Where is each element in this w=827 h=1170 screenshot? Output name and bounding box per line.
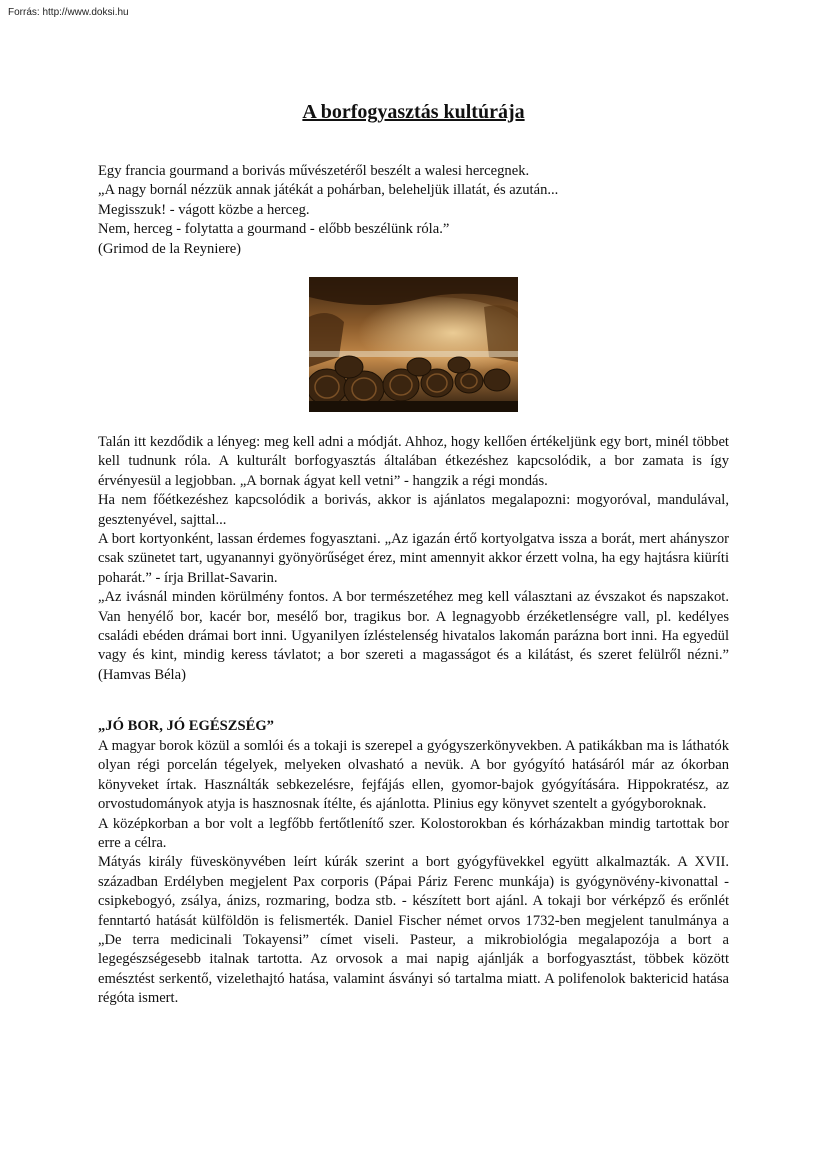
body-paragraph: Mátyás király füveskönyvében leírt kúrák szerint a bort gyógyfüvekkel együtt alkalmazták. A XVII. században Erdélyben megjelent Pax corporis (Pápai Páriz Ferenc munkája) is gyógynövény-kivonattal - csipkebogyó, zsálya, ánizs, rozmaring, bodza stb. - készített bort ajánl. A tokaji bor vérképző és erőnlét fenntartó hatását külföldön is felismerték. Daniel Fischer német orvos 1732-ben megjelent tanulmánya a „De terra medicinali Tokayensi” címet viseli. Pasteur, a mikrobiológia megalapozója a bort a legegészségesebb italnak tartotta. Az orvosok a mai napig ajánlják a borfogyasztást, többek között emésztést serkentő, vizelethajtó hatása, valamint ásványi só tartalma miatt. A polifenolok baktericid hatása régóta ismert. bbox=[98, 854, 729, 1007]
intro-quote bbox=[98, 162, 729, 259]
intro-line: Egy francia gourmand a borivás művészetéről beszélt a walesi hercegnek. bbox=[98, 163, 530, 179]
intro-line: Megisszuk! - vágott közbe a herceg. bbox=[98, 201, 310, 218]
body-paragraph: Talán itt kezdődik a lényeg: meg kell adni a módját. Ahhoz, hogy kellően értékeljünk egy bort, minél többet kell tudnunk róla. A kulturált borfogyasztás általában étkezéshez kapcsolódik, a bor zamata is így érvényesül a legjobban. „A bornak ágyat kell vetni” - hangzik a régi mondás. bbox=[98, 434, 729, 489]
body-paragraph: A középkorban a bor volt a legfőbb fertőtlenítő szer. Kolostorokban és kórházakban mindig tartottak bor erre a célra. bbox=[98, 815, 729, 852]
source-line: Forrás: http://www.doksi.hu bbox=[8, 7, 129, 18]
main-text bbox=[98, 433, 729, 685]
section-heading: „JÓ BOR, JÓ EGÉSZSÉG” bbox=[98, 718, 274, 734]
body-paragraph: „Az ivásnál minden körülmény fontos. A bor természetéhez meg kell választani az évszakot és napszakot. Van henyélő bor, kacér bor, mesélő bor, tragikus bor. A legnagyobb érzéketlenségre vall, pl. kedélyes családi ebéden drámai bort inni. Ugyanilyen ízléstelenség hivatalos lakomán parázna bort inni. Ha egyedül vagy és kint, mindig keress távlatot; a bor szereti a magasságot és a kilátást, és szeret felülről nézni.” (Hamvas Béla) bbox=[98, 589, 729, 683]
health-section bbox=[98, 737, 729, 1009]
intro-line: Nem, herceg - folytatta a gourmand - előbb beszélünk róla.” bbox=[98, 221, 450, 238]
body-paragraph: A bort kortyonként, lassan érdemes fogyasztani. „Az igazán értő kortyolgatva issza a borát, mert ahányszor csak szünetet tart, ugyanannyi gyönyörűséget érez, mint amennyit akkor érzett volna, ha egy hajtásra kiüríti poharát.” - írja Brillat-Savarin. bbox=[98, 531, 729, 586]
body-paragraph: Ha nem főétkezéshez kapcsolódik a borivás, akkor is ajánlatos megalapozni: mogyoróval, mandulával, gesztenyével, sajttal... bbox=[98, 492, 729, 528]
intro-line: „A nagy bornál nézzük annak játékát a pohárban, beleheljük illatát, és azután... bbox=[98, 182, 559, 199]
intro-attribution: (Grimod de la Reyniere) bbox=[98, 240, 242, 257]
wine-cellar-photo bbox=[309, 277, 518, 412]
page-title: A borfogyasztás kultúrája bbox=[302, 101, 525, 123]
body-paragraph: A magyar borok közül a somlói és a tokaji is szerepel a gyógyszerkönyvekben. A patikákban ma is láthatók olyan régi porcelán tégelyek, melyeken olvasható a nevük. A bor gyógyító hatásáról már az ókorban könyveket írtak. Használták sebkezelésre, fejfájás ellen, gyomor-bajok gyógyítására. Hippokratész, az orvostudományok atyja is hasznosnak ítélte, és ajánlotta. Plinius egy könyvet szentelt a gyógyboroknak. bbox=[98, 738, 729, 813]
